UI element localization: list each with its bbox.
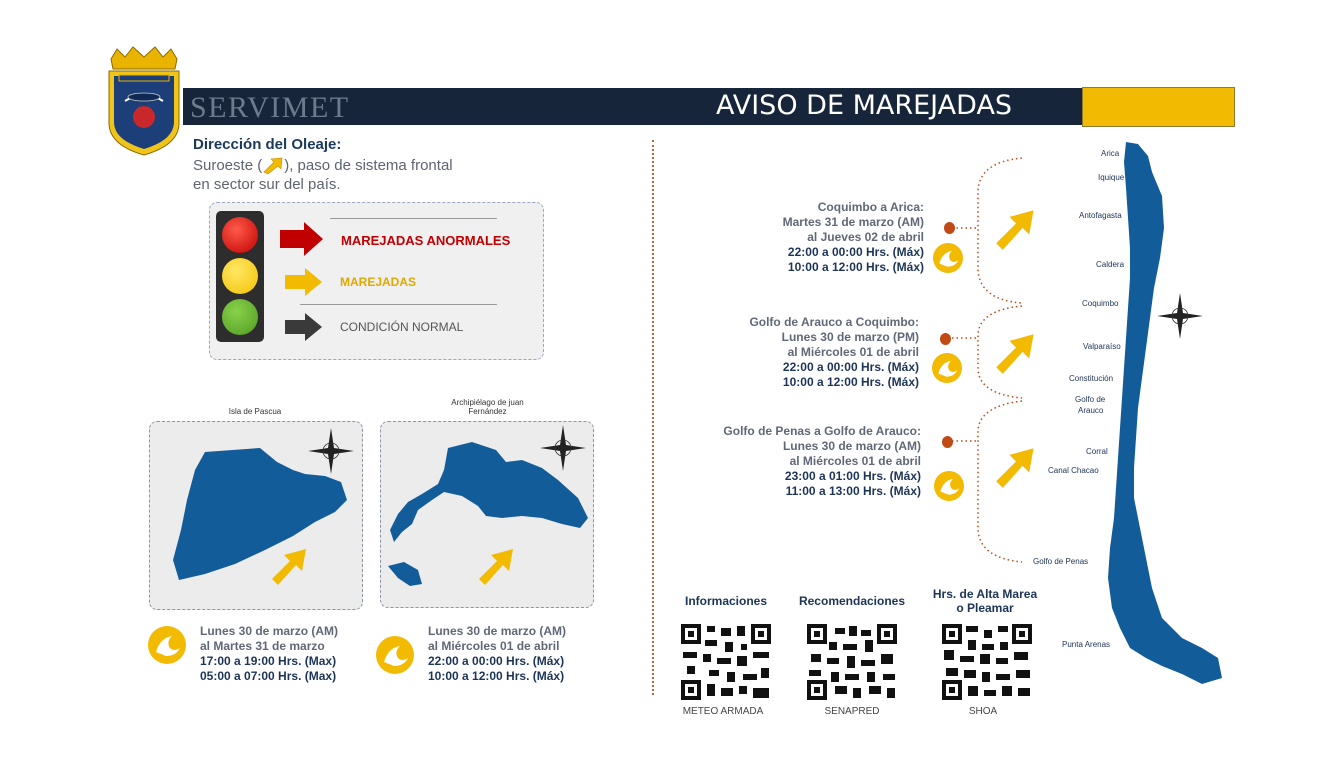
- zone-1-l4: 10:00 a 12:00 Hrs. (Máx): [787, 260, 924, 274]
- jf-line1: Lunes 30 de marzo (AM): [428, 624, 567, 638]
- direction-text-b: ), paso de sistema frontal: [284, 157, 453, 174]
- yellow-light: [222, 258, 258, 294]
- zone-2-l1: Lunes 30 de marzo (PM): [781, 330, 919, 344]
- legend-label-normal: CONDICIÓN NORMAL: [340, 320, 464, 334]
- pascua-line2: al Martes 31 de marzo: [200, 639, 325, 653]
- city-label: Coquimbo: [1082, 299, 1119, 308]
- zone-1-name: Coquimbo a Arica:: [817, 200, 924, 214]
- zone-3-arrow-icon: [994, 446, 1038, 488]
- header-accent-box: [1082, 87, 1235, 127]
- zone-3-l4: 11:00 a 13:00 Hrs. (Máx): [785, 484, 921, 498]
- jf-title-l2: Fernández: [468, 407, 507, 416]
- pascua-line3: 17:00 a 19:00 Hrs. (Max): [200, 654, 337, 668]
- zone-3-dot: [942, 436, 953, 448]
- pascua-line1: Lunes 30 de marzo (AM): [200, 624, 339, 638]
- brand-name: SERVIMET: [190, 91, 350, 124]
- zone-2-name: Golfo de Arauco a Coquimbo:: [749, 315, 919, 329]
- jf-wave-arrow-icon: [477, 547, 517, 585]
- qr-label-meteo-armada: METEO ARMADA: [682, 706, 764, 717]
- zone-2-l4: 10:00 a 12:00 Hrs. (Máx): [782, 375, 919, 389]
- jf-line2: al Miércoles 01 de abril: [428, 639, 560, 653]
- pascua-line4: 05:00 a 07:00 Hrs. (Max): [200, 669, 337, 683]
- direction-title: Dirección del Oleaje:: [193, 136, 342, 153]
- zone-1-arrow-icon: [994, 208, 1038, 250]
- compass-rose-icon: [1155, 291, 1205, 341]
- zone-1-l1: Martes 31 de marzo (AM): [782, 215, 924, 229]
- wave-icon: [376, 636, 414, 674]
- city-label: Canal Chacao: [1048, 466, 1099, 475]
- zone-3-l1: Lunes 30 de marzo (AM): [782, 439, 921, 453]
- green-light: [222, 299, 258, 335]
- pascua-title: Isla de Pascua: [228, 407, 282, 416]
- wave-icon: [932, 353, 962, 383]
- red-arrow-icon: [280, 220, 324, 258]
- qr-label-shoa: SHOA: [968, 706, 998, 717]
- city-label: Iquique: [1098, 173, 1125, 182]
- zone-1-l3: 22:00 a 00:00 Hrs. (Máx): [787, 245, 924, 259]
- city-label: Punta Arenas: [1062, 640, 1111, 649]
- compass-rose-icon: [306, 426, 356, 476]
- zone-1-text: [700, 200, 924, 275]
- city-label: Golfo de Penas: [1033, 557, 1089, 566]
- jf-line3: 22:00 a 00:00 Hrs. (Máx): [428, 654, 565, 668]
- qr-code-shoa[interactable]: [942, 624, 1032, 700]
- pascua-stats: [200, 624, 338, 684]
- legend-divider-2: [300, 304, 497, 305]
- zone-1-l2: al Jueves 02 de abril: [807, 230, 924, 244]
- qr-heading-informaciones: Informaciones: [684, 594, 768, 608]
- legend-label-marejadas: MAREJADAS: [340, 275, 417, 289]
- zone-3-l3: 23:00 a 01:00 Hrs. (Máx): [784, 469, 921, 483]
- jf-line4: 10:00 a 12:00 Hrs. (Máx): [428, 669, 565, 683]
- page-title: AVISO DE MAREJADAS: [716, 90, 1013, 121]
- qr-code-meteo-armada[interactable]: [681, 624, 771, 700]
- zone-2-dot: [940, 333, 951, 345]
- qr-label-senapred: SENAPRED: [824, 706, 880, 717]
- direction-text-a: Suroeste (: [193, 157, 263, 174]
- city-label: Corral: [1086, 447, 1108, 456]
- yellow-arrow-icon: [285, 266, 323, 298]
- zone-2-l2: al Miércoles 01 de abril: [787, 345, 919, 359]
- wave-icon: [934, 471, 964, 501]
- city-label: Arica: [1101, 149, 1120, 158]
- zone-1-dot: [944, 222, 955, 234]
- qr-code-senapred[interactable]: [807, 624, 897, 700]
- qr-heading-recomendaciones: Recomendaciones: [798, 594, 906, 608]
- city-label: Caldera: [1096, 260, 1125, 269]
- jf-stats: [428, 624, 566, 684]
- zone-3-l2: al Miércoles 01 de abril: [789, 454, 921, 468]
- traffic-light-icon: [216, 211, 264, 342]
- qr-heading-mareas-l2: o Pleamar: [956, 601, 1014, 615]
- direction-text: [193, 156, 453, 194]
- wave-icon: [148, 626, 186, 664]
- direction-text-line2: en sector sur del país.: [193, 176, 341, 193]
- zone-2-text: [700, 315, 919, 390]
- jf-title: [410, 398, 565, 416]
- zone-3-text: [700, 424, 921, 499]
- zone-2-arrow-icon: [994, 332, 1038, 374]
- pascua-wave-arrow-icon: [270, 547, 310, 585]
- legend-divider-1: [330, 218, 497, 219]
- compass-rose-icon: [538, 423, 588, 473]
- zone-3-name: Golfo de Penas a Golfo de Arauco:: [723, 424, 921, 438]
- city-label: Arauco: [1078, 406, 1104, 415]
- wave-icon: [933, 243, 963, 273]
- city-label: Constitución: [1069, 374, 1114, 383]
- qr-heading-mareas: [916, 587, 1054, 615]
- legend-label-anormales: MAREJADAS ANORMALES: [341, 233, 511, 248]
- direction-arrow-icon: [262, 156, 284, 174]
- jf-title-l1: Archipiélago de juan: [451, 398, 524, 407]
- navy-emblem-logo: [105, 45, 183, 157]
- city-label: Golfo de: [1075, 395, 1106, 404]
- column-divider: [652, 140, 654, 695]
- city-label: Antofagasta: [1079, 211, 1122, 220]
- city-label: Valparaíso: [1083, 342, 1121, 351]
- chile-map: [1090, 138, 1230, 698]
- red-light: [222, 217, 258, 253]
- zone-2-l3: 22:00 a 00:00 Hrs. (Máx): [782, 360, 919, 374]
- qr-heading-mareas-l1: Hrs. de Alta Marea: [932, 587, 1038, 601]
- gray-arrow-icon: [285, 311, 323, 343]
